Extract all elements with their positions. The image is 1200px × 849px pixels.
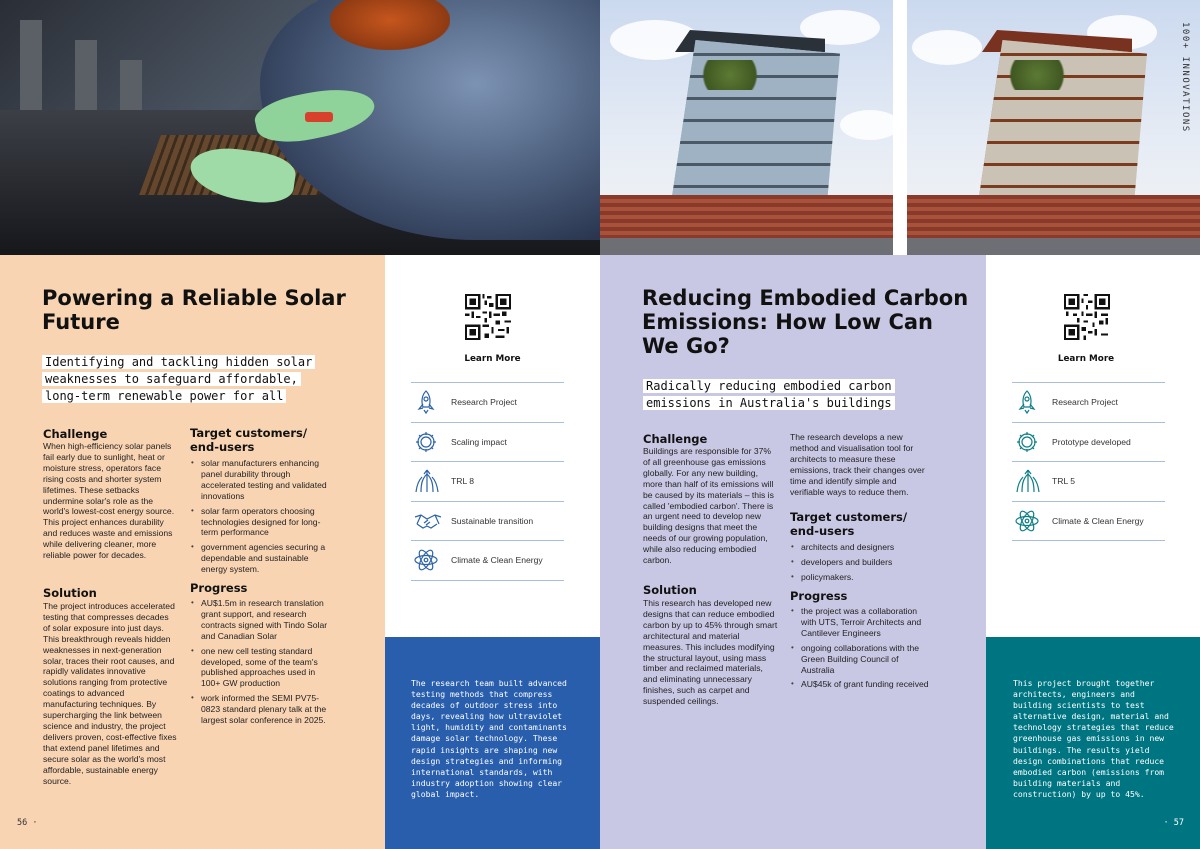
progress-section <box>190 581 328 730</box>
carbon-summary-panel <box>986 255 1200 637</box>
challenge-heading: Challenge <box>643 432 708 446</box>
progress-section <box>790 589 930 694</box>
target-heading: Target customers/ end-users <box>190 426 308 454</box>
solar-summary-panel <box>385 255 600 637</box>
feature-research-project: Research Project <box>1012 383 1165 423</box>
page-title: Reducing Embodied Carbon Emissions: How Low Can We Go? <box>642 286 969 358</box>
solution-text: This research has developed new designs that can reduce embodied carbon by up to 45% through smart architectural and material measures. This includes modifying the structural layout, using mass timber and reclaimed materials, and eliminating unnecessary finishes, such as carpet and suspended ceilings. <box>643 598 778 707</box>
section-spine-label: 100+ INNOVATIONS <box>1180 22 1190 133</box>
feature-list <box>411 382 564 581</box>
progress-list <box>790 606 930 690</box>
carbon-impact-panel <box>986 637 1200 849</box>
challenge-text: When high-efficiency solar panels fail early due to sunlight, heat or moisture stress, operators face rising costs and shorter system lifetimes. These setbacks undermine solar's role as the world's lowest-cost energy source. This project enhances durability and reduces waste and emissions while delivering cleaner, more reliable power for decades. <box>43 441 175 561</box>
feature-list <box>1012 382 1165 541</box>
challenge-section <box>43 427 178 561</box>
atom-icon <box>1012 506 1052 536</box>
target-list <box>190 458 328 575</box>
list-item: • one new cell testing standard developed, some of the team's published approaches used in 100+ GW production <box>190 646 328 690</box>
list-item: • government agencies securing a dependable and sustainable energy system. <box>190 542 328 575</box>
feature-trl: TRL 5 <box>1012 462 1165 502</box>
project-tagline: Identifying and tackling hidden solar weaknesses to safeguard affordable, long-term renewable power for all <box>42 354 362 405</box>
building-render-timber <box>907 0 1200 255</box>
solar-project-panel <box>0 255 385 849</box>
feature-research-project: Research Project <box>411 383 564 423</box>
feature-prototype-developed: Prototype developed <box>1012 423 1165 463</box>
page-title: Powering a Reliable Solar Future <box>42 286 346 334</box>
challenge-text: Buildings are responsible for 37% of all greenhouse gas emissions globally. For any new building, more than half of its emissions will be caused by its materials – this is called 'embodied carbon'. There is an urgent need to develop new building designs that meet the needs of our growing population, while also reducing embodied carbon. <box>643 446 774 566</box>
feature-climate-clean-energy: Climate & Clean Energy <box>1012 502 1165 542</box>
page-number: 56 · <box>17 818 38 828</box>
gear-prototype-icon <box>1012 427 1052 457</box>
feature-trl: TRL 8 <box>411 462 564 502</box>
feature-sustainable-transition: Sustainable transition <box>411 502 564 542</box>
challenge-heading: Challenge <box>43 427 108 441</box>
list-item: • solar farm operators choosing technologies designed for long-term performance <box>190 506 328 539</box>
feature-climate-clean-energy: Climate & Clean Energy <box>411 541 564 581</box>
qr-code-icon[interactable] <box>465 294 511 345</box>
list-item: • the project was a collaboration with UTS, Terroir Architects and Cantilever Engineers <box>790 606 930 639</box>
qr-code-icon[interactable] <box>1064 294 1110 345</box>
rocket-icon <box>411 387 451 417</box>
solution-section <box>43 586 178 786</box>
learn-more-link[interactable]: Learn More <box>464 354 521 364</box>
solution-heading: Solution <box>43 586 97 600</box>
project-tagline: Radically reducing embodied carbon emissions in Australia's buildings <box>643 378 963 412</box>
gear-scaling-icon <box>411 427 451 457</box>
handshake-icon <box>411 506 451 536</box>
progress-list <box>190 598 328 726</box>
feature-scaling-impact: Scaling impact <box>411 423 564 463</box>
solution-section <box>643 583 778 707</box>
rocket-icon <box>1012 387 1052 417</box>
list-item: • AU$1.5m in research translation grant support, and research contracts signed with Tindo Solar and Canadian Solar <box>190 598 328 642</box>
list-item: • developers and builders <box>790 557 930 568</box>
impact-text: This project brought together architects, engineers and building scientists to test alternative design, material and technology strategies that reduce greenhouse gas emissions in new buildings. The results yield design combinations that reduce embodied carbon (emissions from building materials and construction) by up to 45%. <box>1013 678 1174 799</box>
list-item: • AU$45k of grant funding received <box>790 679 930 690</box>
method-text: The research develops a new method and visualisation tool for architects to measure these emissions, track their changes over time and identify simple and verifiable ways to reduce them. <box>790 432 925 497</box>
list-item: • work informed the SEMI PV75-0823 standard plenary talk at the largest solar conference in 2025. <box>190 693 328 726</box>
list-item: • solar manufacturers enhancing panel durability through accelerated testing and validated innovations <box>190 458 328 502</box>
building-render-glass <box>600 0 893 255</box>
impact-text: The research team built advanced testing methods that compress decades of outdoor stress into days, revealing how ultraviolet light, humidity and contaminants damage solar technology. These rapid insights are shaping new design strategies and informing international standards, with industry adoption showing clear global impact. <box>411 678 567 799</box>
solution-text: The project introduces accelerated testing that compresses decades of solar exposure into just days. This breakthrough reveals hidden weaknesses in next-generation solar, traces their root causes, and rapidly validates innovative solutions ranging from protective coatings to advanced manufacturing techniques. By supercharging the link between science and industry, the project delivers proven, cost-effective fixes that extend panel lifetimes and secure solar as the world's most affordable, sustainable energy source. <box>43 601 177 786</box>
list-item: • architects and designers <box>790 542 930 553</box>
list-item: • ongoing collaborations with the Green Building Council of Australia <box>790 643 930 676</box>
atom-icon <box>411 545 451 575</box>
target-heading: Target customers/ end-users <box>790 510 908 538</box>
page-number: · 57 <box>1163 818 1184 828</box>
target-section <box>790 510 930 587</box>
solution-heading: Solution <box>643 583 697 597</box>
trl-arrows-icon <box>1012 466 1052 496</box>
learn-more-link[interactable]: Learn More <box>1057 354 1115 364</box>
list-item: • policymakers. <box>790 572 930 583</box>
target-section <box>190 426 328 579</box>
progress-heading: Progress <box>790 589 848 603</box>
progress-heading: Progress <box>190 581 248 595</box>
solar-lab-photo <box>0 0 600 255</box>
challenge-section <box>643 432 778 566</box>
carbon-project-panel <box>600 255 986 849</box>
trl-arrows-icon <box>411 466 451 496</box>
solar-impact-panel <box>385 637 600 849</box>
target-list <box>790 542 930 583</box>
